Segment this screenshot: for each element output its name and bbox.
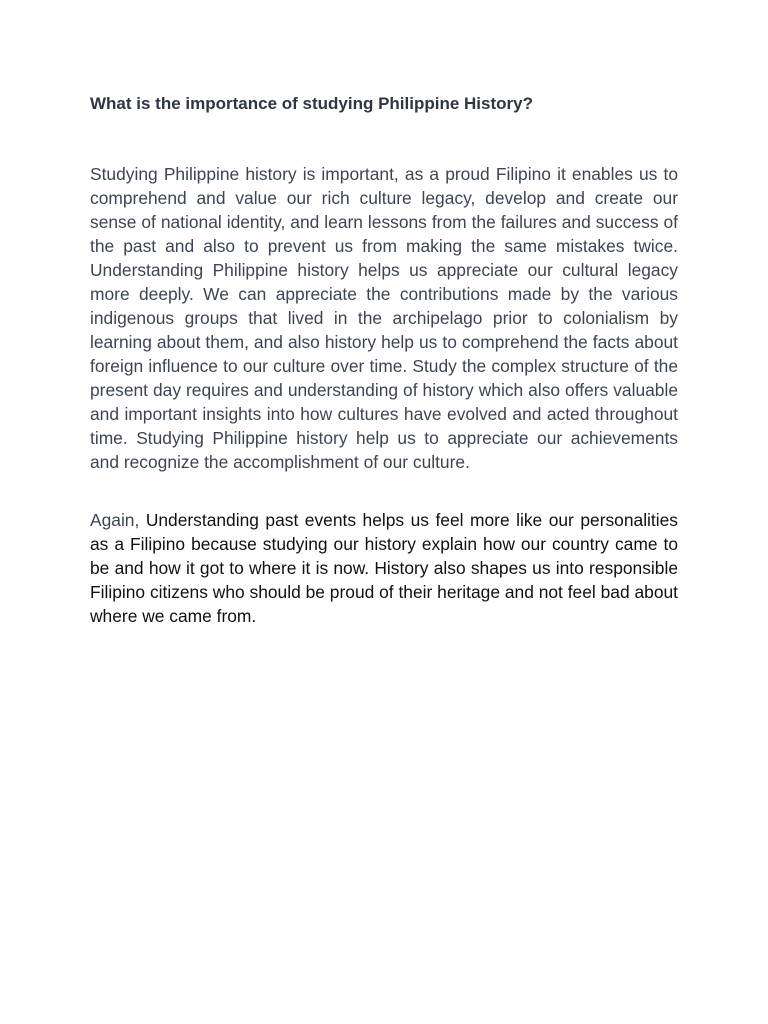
answer-paragraph-1: Studying Philippine history is important, as a proud Filipino it enables us to comprehend and value our rich culture legacy, develop and create our sense of national identity, and learn lessons from the failures and success of the past and also to prevent us from making the same mistakes twice. Understanding Philippine history helps us appreciate our cultural legacy more deeply. We can appreciate the contributions made by the various indigenous groups that lived in the archipelago prior to colonialism by learning about them, and also history help us to comprehend the facts about foreign influence to our culture over time. Study the complex structure of the present day requires and understanding of history which also offers valuable and important insights into how cultures have evolved and acted throughout time. Studying Philippine history help us to appreciate our achievements and recognize the accomplishment of our culture. [90,164,678,472]
question-heading: What is the importance of studying Philippine History? [90,94,533,113]
answer-paragraph-2 [90,508,678,628]
document-page [90,92,678,626]
paragraph-2-lead-in: Again, [90,510,140,530]
paragraph-2-body: Understanding past events helps us feel more like our personalities as a Filipino because studying our history explain how our country came to be and how it got to where it is now. History also shapes us into responsible Filipino citizens who should be proud of their heritage and not feel bad about where we came from. [90,510,678,626]
